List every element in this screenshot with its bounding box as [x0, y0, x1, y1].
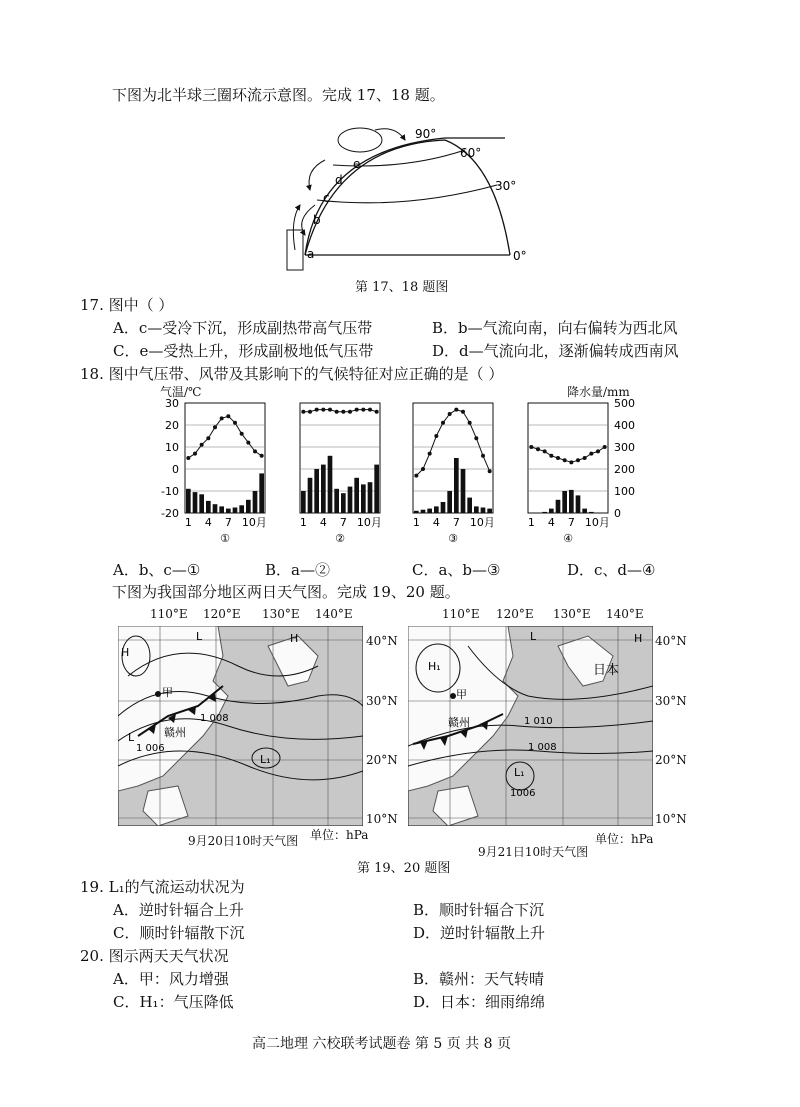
climate-charts	[150, 398, 640, 550]
precip-tick: 100	[614, 485, 635, 498]
temp-point	[414, 474, 418, 478]
temp-point	[226, 414, 230, 418]
map-left-unit: 单位：hPa	[310, 828, 369, 842]
temp-point	[529, 445, 533, 449]
month-tick: 4	[319, 516, 327, 529]
precip-bar	[556, 500, 561, 513]
svg-text:H: H	[290, 632, 299, 645]
chart-name: ①	[220, 532, 230, 545]
precip-bar	[301, 491, 306, 513]
precip-tick: 200	[614, 463, 635, 476]
letter-b: b	[313, 213, 321, 227]
svg-text:1 008: 1 008	[528, 742, 557, 753]
q19-option-d[interactable]: D．逆时针辐散上升	[413, 924, 546, 942]
precip-bar	[199, 494, 204, 513]
svg-text:1 010: 1 010	[524, 716, 553, 727]
temp-point	[448, 412, 452, 416]
chart-frame	[413, 403, 493, 513]
temp-tick: -20	[161, 507, 179, 520]
q20-option-d[interactable]: D．日本：细雨绵绵	[413, 993, 546, 1011]
precip-bar	[569, 490, 574, 513]
precip-bar	[414, 511, 419, 513]
temp-point	[468, 421, 472, 425]
weather-map-sep21	[408, 626, 653, 826]
map-left-lon-130: 130°E	[262, 607, 300, 621]
q20-option-b[interactable]: B．赣州：天气转晴	[413, 970, 545, 988]
month-tick: 7	[339, 516, 347, 529]
temp-point	[583, 456, 587, 460]
temp-axis-label: 气温/℃	[160, 385, 202, 399]
month-tick: 10月	[584, 516, 610, 529]
precip-bar	[193, 492, 198, 513]
precip-bar	[374, 465, 379, 513]
q19-option-b[interactable]: B．顺时针辐合下沉	[413, 901, 545, 919]
q20-option-c[interactable]: C．H₁：气压降低	[113, 993, 234, 1011]
lat-30: 30°	[495, 179, 517, 193]
temp-point	[308, 410, 312, 414]
q18-stem: 18. 图中气压带、风带及其影响下的气候特征对应正确的是（ ）	[80, 365, 504, 383]
precip-bar	[589, 512, 594, 513]
month-tick: 1	[412, 516, 420, 529]
maps-caption: 第 19、20 题图	[357, 861, 451, 876]
temp-point	[253, 449, 257, 453]
q18-option-a[interactable]: A．b、c—①	[113, 561, 201, 579]
q20-option-a[interactable]: A．甲：风力增强	[113, 970, 229, 988]
svg-text:甲: 甲	[162, 686, 173, 699]
temp-point	[375, 410, 379, 414]
q18-option-d[interactable]: D．c、d—④	[567, 561, 656, 579]
temp-point	[213, 425, 217, 429]
temp-point	[428, 452, 432, 456]
temp-line	[531, 447, 604, 462]
chart-name: ②	[335, 532, 345, 545]
q19-stem: 19. L₁的气流运动状况为	[80, 878, 245, 896]
precip-bar	[213, 504, 218, 513]
precip-tick: 500	[614, 398, 635, 410]
map-left-caption: 9月20日10时天气图	[188, 834, 299, 848]
map-right-lon-110: 110°E	[442, 607, 480, 621]
temp-point	[246, 441, 250, 445]
map-left-lon-110: 110°E	[150, 607, 188, 621]
lat-90: 90°	[415, 127, 437, 141]
svg-text:1 008: 1 008	[200, 713, 229, 724]
letter-e: e	[353, 157, 361, 171]
precip-bar	[434, 506, 439, 513]
temp-point	[321, 408, 325, 412]
map-right-unit: 单位：hPa	[595, 832, 654, 846]
temp-point	[536, 447, 540, 451]
lat30-line	[317, 185, 497, 203]
svg-text:L₁: L₁	[514, 766, 525, 779]
temp-point	[328, 408, 332, 412]
svg-text:L: L	[196, 630, 203, 643]
month-tick: 10月	[469, 516, 495, 529]
q19-option-c[interactable]: C．顺时针辐散下沉	[113, 924, 245, 942]
precip-bar	[239, 505, 244, 513]
precip-bar	[206, 501, 211, 513]
precip-bar	[314, 469, 319, 513]
temp-point	[556, 456, 560, 460]
q18-option-c[interactable]: C．a、b—③	[412, 561, 501, 579]
fig1-caption: 第 17、18 题图	[355, 280, 449, 295]
intro-17-18: 下图为北半球三圈环流示意图。完成 17、18 题。	[112, 86, 445, 104]
svg-text:赣州: 赣州	[448, 716, 470, 729]
temp-tick: 10	[165, 441, 179, 454]
precip-bar	[233, 508, 238, 514]
precip-bar	[334, 489, 339, 513]
map-right-lon-140: 140°E	[606, 607, 644, 621]
precip-bar	[341, 493, 346, 513]
chart-frame	[528, 403, 608, 513]
q17-stem: 17. 图中（ ）	[80, 296, 174, 314]
month-tick: 10月	[241, 516, 267, 529]
temp-point	[441, 421, 445, 425]
q19-option-a[interactable]: A．逆时针辐合上升	[113, 901, 244, 919]
temp-point	[315, 408, 319, 412]
temp-point	[301, 410, 305, 414]
svg-text:日本: 日本	[593, 663, 620, 678]
temp-point	[200, 443, 204, 447]
precip-bar	[474, 506, 479, 513]
temp-point	[543, 449, 547, 453]
temp-point	[434, 434, 438, 438]
precip-bar	[481, 508, 486, 514]
precip-axis-label: 降水量/mm	[567, 385, 630, 399]
precip-bar	[467, 498, 472, 513]
chart-name: ③	[448, 532, 458, 545]
precip-bar	[487, 509, 492, 513]
precip-bar	[582, 509, 587, 513]
temp-point	[576, 458, 580, 462]
svg-text:L: L	[128, 731, 135, 744]
precip-bar	[542, 512, 547, 513]
month-tick: 4	[547, 516, 555, 529]
temp-point	[481, 454, 485, 458]
temp-tick: 20	[165, 419, 179, 432]
precip-bar	[427, 509, 432, 513]
svg-text:1006: 1006	[510, 788, 536, 799]
q17-option-a[interactable]: A．c—受冷下沉，形成副热带高气压带	[113, 319, 373, 337]
precip-bar	[348, 487, 353, 513]
point-jia	[155, 691, 161, 697]
weather-map-sep20	[118, 626, 363, 826]
month-tick: 7	[224, 516, 232, 529]
precip-bar	[246, 500, 251, 513]
precip-bar	[354, 478, 359, 513]
temp-line	[416, 410, 489, 476]
precip-bar	[321, 465, 326, 513]
svg-text:H₁: H₁	[428, 660, 441, 673]
temp-point	[461, 410, 465, 414]
svg-text:1 006: 1 006	[136, 743, 165, 754]
svg-text:L₁: L₁	[260, 753, 271, 766]
precip-bar	[186, 489, 191, 513]
temp-point	[454, 408, 458, 412]
q17-option-b[interactable]: B．b—气流向南，向右偏转为西北风	[432, 319, 678, 337]
map-left-lon-140: 140°E	[315, 607, 353, 621]
svg-text:H: H	[121, 646, 130, 659]
temp-point	[569, 460, 573, 464]
month-tick: 7	[567, 516, 575, 529]
temp-point	[193, 452, 197, 456]
q20-stem: 20. 图示两天天气状况	[80, 947, 229, 965]
precip-bar	[549, 509, 554, 513]
temp-point	[206, 436, 210, 440]
precip-bar	[441, 502, 446, 513]
precip-bar	[253, 491, 258, 513]
temp-point	[549, 454, 553, 458]
temp-point	[368, 408, 372, 412]
temp-point	[474, 436, 478, 440]
page-footer: 高二地理 六校联考试题卷 第 5 页 共 8 页	[252, 1036, 511, 1052]
precip-bar	[454, 458, 459, 513]
precip-bar	[226, 509, 231, 513]
precip-tick: 0	[614, 507, 621, 520]
map-left-lon-120: 120°E	[203, 607, 241, 621]
temp-point	[335, 410, 339, 414]
q17-option-c[interactable]: C．e—受热上升，形成副极地低气压带	[113, 342, 374, 360]
temp-line	[303, 410, 376, 412]
month-tick: 10月	[356, 516, 382, 529]
letter-c: c	[323, 191, 330, 205]
lat-0: 0°	[513, 249, 527, 263]
temp-point	[596, 449, 600, 453]
svg-text:赣州: 赣州	[164, 726, 186, 739]
chart-name: ④	[563, 532, 573, 545]
svg-text:H: H	[634, 632, 643, 645]
precip-bar	[421, 510, 426, 513]
temp-point	[341, 410, 345, 414]
precip-bar	[259, 473, 264, 513]
month-tick: 4	[204, 516, 212, 529]
letter-a: a	[307, 247, 315, 261]
month-tick: 1	[527, 516, 535, 529]
month-tick: 1	[184, 516, 192, 529]
temp-tick: -10	[161, 485, 179, 498]
lat-60: 60°	[460, 146, 482, 160]
temp-point	[260, 454, 264, 458]
temp-point	[421, 467, 425, 471]
month-tick: 4	[432, 516, 440, 529]
precip-bar	[308, 478, 313, 513]
precip-bar	[361, 484, 366, 513]
temp-tick: 0	[172, 463, 179, 476]
svg-text:L: L	[530, 630, 537, 643]
precip-bar	[461, 469, 466, 513]
temp-point	[240, 432, 244, 436]
q18-option-b[interactable]: B．a—②	[265, 561, 330, 579]
map-right-lon-130: 130°E	[553, 607, 591, 621]
temp-point	[589, 452, 593, 456]
temp-point	[603, 445, 607, 449]
precip-bar	[328, 456, 333, 513]
temp-tick: 30	[165, 398, 179, 410]
month-tick: 1	[299, 516, 307, 529]
precip-bar	[368, 482, 373, 513]
precip-bar	[447, 491, 452, 513]
cloud-icon	[338, 128, 382, 152]
temp-point	[348, 410, 352, 414]
temp-point	[355, 408, 359, 412]
intro-19-20: 下图为我国部分地区两日天气图。完成 19、20 题。	[112, 583, 460, 601]
letter-d: d	[335, 173, 343, 187]
temp-point	[186, 456, 190, 460]
month-tick: 7	[452, 516, 460, 529]
precip-tick: 400	[614, 419, 635, 432]
precip-bar	[562, 491, 567, 513]
precip-bar	[576, 495, 581, 513]
temp-point	[488, 469, 492, 473]
precip-bar	[219, 506, 224, 513]
temp-point	[233, 421, 237, 425]
temp-line	[188, 416, 261, 458]
map-right-caption: 9月21日10时天气图	[478, 845, 589, 859]
temp-point	[361, 408, 365, 412]
temp-point	[220, 416, 224, 420]
map-right-lon-120: 120°E	[496, 607, 534, 621]
svg-text:甲: 甲	[456, 688, 467, 701]
q17-option-d[interactable]: D．d—气流向北，逐渐偏转成西南风	[432, 342, 679, 360]
temp-point	[563, 458, 567, 462]
precip-tick: 300	[614, 441, 635, 454]
circulation-diagram	[265, 110, 535, 275]
